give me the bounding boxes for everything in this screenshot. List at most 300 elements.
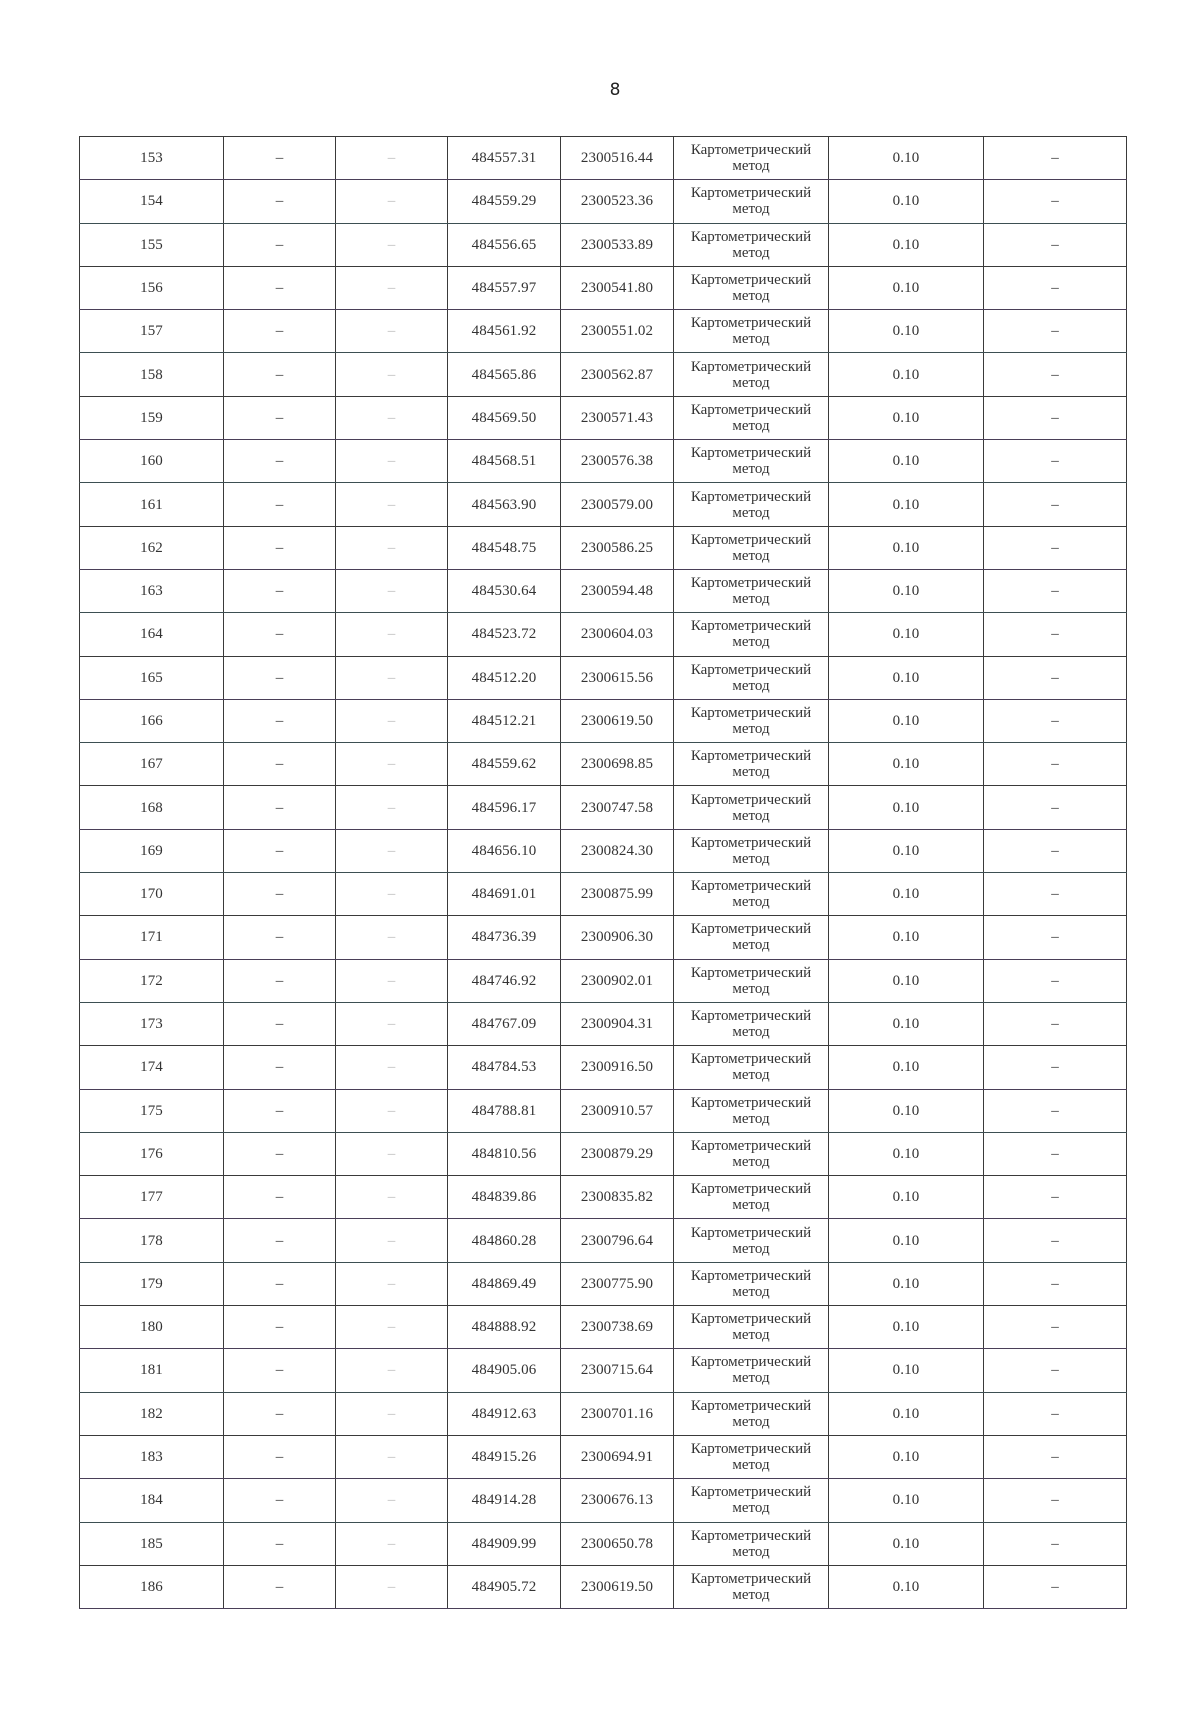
point-number-cell: 164: [80, 613, 224, 656]
x-coordinate-cell: 484512.21: [448, 699, 561, 742]
y-coordinate-cell: 2300916.50: [561, 1046, 674, 1089]
x-coordinate-cell: 484905.72: [448, 1565, 561, 1608]
point-number-cell: 170: [80, 873, 224, 916]
method-cell: Картометрический метод: [674, 266, 829, 309]
dash-cell: –: [224, 223, 336, 266]
x-coordinate-cell: 484559.29: [448, 180, 561, 223]
accuracy-cell: 0.10: [829, 786, 984, 829]
point-number-cell: 156: [80, 266, 224, 309]
table-row: [80, 1046, 1127, 1089]
accuracy-cell: 0.10: [829, 1262, 984, 1305]
dash-cell: –: [984, 310, 1127, 353]
dash-cell: –: [336, 526, 448, 569]
method-cell: Картометрический метод: [674, 1435, 829, 1478]
accuracy-cell: 0.10: [829, 959, 984, 1002]
accuracy-cell: 0.10: [829, 1479, 984, 1522]
table-row: [80, 396, 1127, 439]
point-number-cell: 184: [80, 1479, 224, 1522]
method-cell: Картометрический метод: [674, 699, 829, 742]
dash-cell: –: [336, 1089, 448, 1132]
dash-cell: –: [224, 959, 336, 1002]
point-number-cell: 167: [80, 743, 224, 786]
method-cell: Картометрический метод: [674, 743, 829, 786]
dash-cell: –: [224, 613, 336, 656]
method-cell: Картометрический метод: [674, 137, 829, 180]
dash-cell: –: [984, 959, 1127, 1002]
x-coordinate-cell: 484905.06: [448, 1349, 561, 1392]
dash-cell: –: [224, 743, 336, 786]
dash-cell: –: [336, 1565, 448, 1608]
accuracy-cell: 0.10: [829, 1306, 984, 1349]
point-number-cell: 176: [80, 1132, 224, 1175]
dash-cell: –: [984, 1435, 1127, 1478]
dash-cell: –: [984, 699, 1127, 742]
method-cell: Картометрический метод: [674, 959, 829, 1002]
accuracy-cell: 0.10: [829, 310, 984, 353]
table-row: [80, 1132, 1127, 1175]
point-number-cell: 165: [80, 656, 224, 699]
accuracy-cell: 0.10: [829, 699, 984, 742]
y-coordinate-cell: 2300715.64: [561, 1349, 674, 1392]
table-row: [80, 137, 1127, 180]
dash-cell: –: [336, 1522, 448, 1565]
dash-cell: –: [224, 440, 336, 483]
table-row: [80, 569, 1127, 612]
method-cell: Картометрический метод: [674, 1262, 829, 1305]
point-number-cell: 153: [80, 137, 224, 180]
dash-cell: –: [336, 1306, 448, 1349]
x-coordinate-cell: 484561.92: [448, 310, 561, 353]
table-row: [80, 1306, 1127, 1349]
dash-cell: –: [224, 916, 336, 959]
dash-cell: –: [336, 786, 448, 829]
table-row: [80, 483, 1127, 526]
table-row: [80, 829, 1127, 872]
point-number-cell: 159: [80, 396, 224, 439]
dash-cell: –: [984, 656, 1127, 699]
dash-cell: –: [984, 613, 1127, 656]
y-coordinate-cell: 2300619.50: [561, 699, 674, 742]
y-coordinate-cell: 2300615.56: [561, 656, 674, 699]
y-coordinate-cell: 2300879.29: [561, 1132, 674, 1175]
y-coordinate-cell: 2300775.90: [561, 1262, 674, 1305]
y-coordinate-cell: 2300571.43: [561, 396, 674, 439]
point-number-cell: 161: [80, 483, 224, 526]
dash-cell: –: [984, 180, 1127, 223]
table-row: [80, 1392, 1127, 1435]
table-row: [80, 959, 1127, 1002]
x-coordinate-cell: 484784.53: [448, 1046, 561, 1089]
y-coordinate-cell: 2300551.02: [561, 310, 674, 353]
dash-cell: –: [984, 786, 1127, 829]
y-coordinate-cell: 2300541.80: [561, 266, 674, 309]
dash-cell: –: [224, 1262, 336, 1305]
method-cell: Картометрический метод: [674, 656, 829, 699]
dash-cell: –: [224, 786, 336, 829]
dash-cell: –: [224, 1219, 336, 1262]
dash-cell: –: [984, 743, 1127, 786]
method-cell: Картометрический метод: [674, 873, 829, 916]
point-number-cell: 173: [80, 1002, 224, 1045]
y-coordinate-cell: 2300523.36: [561, 180, 674, 223]
accuracy-cell: 0.10: [829, 396, 984, 439]
dash-cell: –: [224, 1522, 336, 1565]
accuracy-cell: 0.10: [829, 1349, 984, 1392]
dash-cell: –: [984, 483, 1127, 526]
y-coordinate-cell: 2300562.87: [561, 353, 674, 396]
y-coordinate-cell: 2300576.38: [561, 440, 674, 483]
y-coordinate-cell: 2300824.30: [561, 829, 674, 872]
point-number-cell: 155: [80, 223, 224, 266]
table-row: [80, 1219, 1127, 1262]
y-coordinate-cell: 2300796.64: [561, 1219, 674, 1262]
x-coordinate-cell: 484869.49: [448, 1262, 561, 1305]
table-row: [80, 353, 1127, 396]
x-coordinate-cell: 484563.90: [448, 483, 561, 526]
table-row: [80, 1479, 1127, 1522]
point-number-cell: 177: [80, 1176, 224, 1219]
dash-cell: –: [224, 1349, 336, 1392]
dash-cell: –: [224, 1089, 336, 1132]
dash-cell: –: [984, 1002, 1127, 1045]
point-number-cell: 171: [80, 916, 224, 959]
dash-cell: –: [224, 266, 336, 309]
method-cell: Картометрический метод: [674, 1219, 829, 1262]
x-coordinate-cell: 484788.81: [448, 1089, 561, 1132]
dash-cell: –: [224, 396, 336, 439]
dash-cell: –: [224, 1435, 336, 1478]
x-coordinate-cell: 484912.63: [448, 1392, 561, 1435]
dash-cell: –: [336, 699, 448, 742]
dash-cell: –: [984, 353, 1127, 396]
accuracy-cell: 0.10: [829, 1046, 984, 1089]
accuracy-cell: 0.10: [829, 223, 984, 266]
dash-cell: –: [336, 310, 448, 353]
method-cell: Картометрический метод: [674, 613, 829, 656]
dash-cell: –: [224, 137, 336, 180]
method-cell: Картометрический метод: [674, 1565, 829, 1608]
x-coordinate-cell: 484557.31: [448, 137, 561, 180]
dash-cell: –: [336, 1479, 448, 1522]
accuracy-cell: 0.10: [829, 266, 984, 309]
x-coordinate-cell: 484557.97: [448, 266, 561, 309]
method-cell: Картометрический метод: [674, 1522, 829, 1565]
table-row: [80, 786, 1127, 829]
method-cell: Картометрический метод: [674, 1002, 829, 1045]
point-number-cell: 182: [80, 1392, 224, 1435]
x-coordinate-cell: 484691.01: [448, 873, 561, 916]
dash-cell: –: [984, 440, 1127, 483]
method-cell: Картометрический метод: [674, 1089, 829, 1132]
dash-cell: –: [984, 266, 1127, 309]
x-coordinate-cell: 484839.86: [448, 1176, 561, 1219]
x-coordinate-cell: 484736.39: [448, 916, 561, 959]
point-number-cell: 163: [80, 569, 224, 612]
x-coordinate-cell: 484810.56: [448, 1132, 561, 1175]
point-number-cell: 162: [80, 526, 224, 569]
method-cell: Картометрический метод: [674, 310, 829, 353]
method-cell: Картометрический метод: [674, 440, 829, 483]
method-cell: Картометрический метод: [674, 1349, 829, 1392]
dash-cell: –: [224, 1002, 336, 1045]
x-coordinate-cell: 484914.28: [448, 1479, 561, 1522]
method-cell: Картометрический метод: [674, 569, 829, 612]
method-cell: Картометрический метод: [674, 223, 829, 266]
y-coordinate-cell: 2300910.57: [561, 1089, 674, 1132]
y-coordinate-cell: 2300906.30: [561, 916, 674, 959]
table-row: [80, 1002, 1127, 1045]
dash-cell: –: [984, 1089, 1127, 1132]
table-row: [80, 743, 1127, 786]
y-coordinate-cell: 2300747.58: [561, 786, 674, 829]
method-cell: Картометрический метод: [674, 526, 829, 569]
dash-cell: –: [336, 569, 448, 612]
accuracy-cell: 0.10: [829, 569, 984, 612]
dash-cell: –: [224, 656, 336, 699]
table-row: [80, 1565, 1127, 1608]
x-coordinate-cell: 484909.99: [448, 1522, 561, 1565]
dash-cell: –: [984, 1349, 1127, 1392]
table-row: [80, 526, 1127, 569]
table-row: [80, 1435, 1127, 1478]
point-number-cell: 169: [80, 829, 224, 872]
point-number-cell: 168: [80, 786, 224, 829]
dash-cell: –: [336, 1176, 448, 1219]
method-cell: Картометрический метод: [674, 1392, 829, 1435]
method-cell: Картометрический метод: [674, 353, 829, 396]
dash-cell: –: [984, 1306, 1127, 1349]
y-coordinate-cell: 2300738.69: [561, 1306, 674, 1349]
y-coordinate-cell: 2300701.16: [561, 1392, 674, 1435]
dash-cell: –: [224, 310, 336, 353]
accuracy-cell: 0.10: [829, 1565, 984, 1608]
dash-cell: –: [336, 613, 448, 656]
accuracy-cell: 0.10: [829, 656, 984, 699]
y-coordinate-cell: 2300650.78: [561, 1522, 674, 1565]
dash-cell: –: [984, 873, 1127, 916]
dash-cell: –: [984, 569, 1127, 612]
x-coordinate-cell: 484596.17: [448, 786, 561, 829]
method-cell: Картометрический метод: [674, 1046, 829, 1089]
dash-cell: –: [984, 829, 1127, 872]
dash-cell: –: [984, 1479, 1127, 1522]
table-row: [80, 916, 1127, 959]
point-number-cell: 179: [80, 1262, 224, 1305]
method-cell: Картометрический метод: [674, 916, 829, 959]
dash-cell: –: [336, 180, 448, 223]
y-coordinate-cell: 2300698.85: [561, 743, 674, 786]
table-row: [80, 699, 1127, 742]
dash-cell: –: [336, 1435, 448, 1478]
dash-cell: –: [224, 353, 336, 396]
method-cell: Картометрический метод: [674, 483, 829, 526]
accuracy-cell: 0.10: [829, 613, 984, 656]
y-coordinate-cell: 2300619.50: [561, 1565, 674, 1608]
y-coordinate-cell: 2300694.91: [561, 1435, 674, 1478]
dash-cell: –: [984, 1176, 1127, 1219]
accuracy-cell: 0.10: [829, 743, 984, 786]
table-row: [80, 613, 1127, 656]
point-number-cell: 183: [80, 1435, 224, 1478]
y-coordinate-cell: 2300533.89: [561, 223, 674, 266]
y-coordinate-cell: 2300516.44: [561, 137, 674, 180]
dash-cell: –: [336, 656, 448, 699]
dash-cell: –: [224, 1132, 336, 1175]
y-coordinate-cell: 2300902.01: [561, 959, 674, 1002]
table-row: [80, 656, 1127, 699]
dash-cell: –: [336, 829, 448, 872]
method-cell: Картометрический метод: [674, 1176, 829, 1219]
dash-cell: –: [984, 1219, 1127, 1262]
y-coordinate-cell: 2300579.00: [561, 483, 674, 526]
page-number: 8: [609, 80, 621, 100]
point-number-cell: 166: [80, 699, 224, 742]
dash-cell: –: [224, 1306, 336, 1349]
x-coordinate-cell: 484523.72: [448, 613, 561, 656]
table-row: [80, 1089, 1127, 1132]
dash-cell: –: [224, 1176, 336, 1219]
dash-cell: –: [984, 526, 1127, 569]
dash-cell: –: [984, 1522, 1127, 1565]
point-number-cell: 180: [80, 1306, 224, 1349]
dash-cell: –: [336, 1392, 448, 1435]
dash-cell: –: [336, 223, 448, 266]
dash-cell: –: [336, 353, 448, 396]
y-coordinate-cell: 2300904.31: [561, 1002, 674, 1045]
dash-cell: –: [984, 1046, 1127, 1089]
accuracy-cell: 0.10: [829, 1002, 984, 1045]
point-number-cell: 181: [80, 1349, 224, 1392]
x-coordinate-cell: 484548.75: [448, 526, 561, 569]
point-number-cell: 178: [80, 1219, 224, 1262]
dash-cell: –: [984, 1262, 1127, 1305]
accuracy-cell: 0.10: [829, 873, 984, 916]
dash-cell: –: [984, 1565, 1127, 1608]
table-body: [80, 137, 1127, 1609]
dash-cell: –: [984, 137, 1127, 180]
dash-cell: –: [224, 1565, 336, 1608]
dash-cell: –: [336, 1262, 448, 1305]
dash-cell: –: [336, 396, 448, 439]
x-coordinate-cell: 484656.10: [448, 829, 561, 872]
dash-cell: –: [984, 396, 1127, 439]
method-cell: Картометрический метод: [674, 180, 829, 223]
table-row: [80, 873, 1127, 916]
table-row: [80, 266, 1127, 309]
point-number-cell: 174: [80, 1046, 224, 1089]
dash-cell: –: [336, 959, 448, 1002]
x-coordinate-cell: 484530.64: [448, 569, 561, 612]
accuracy-cell: 0.10: [829, 440, 984, 483]
point-number-cell: 160: [80, 440, 224, 483]
dash-cell: –: [984, 1132, 1127, 1175]
table-row: [80, 310, 1127, 353]
y-coordinate-cell: 2300586.25: [561, 526, 674, 569]
dash-cell: –: [336, 1349, 448, 1392]
point-number-cell: 175: [80, 1089, 224, 1132]
table-row: [80, 180, 1127, 223]
y-coordinate-cell: 2300835.82: [561, 1176, 674, 1219]
x-coordinate-cell: 484860.28: [448, 1219, 561, 1262]
point-number-cell: 186: [80, 1565, 224, 1608]
coordinates-table: [79, 136, 1127, 1609]
accuracy-cell: 0.10: [829, 1176, 984, 1219]
dash-cell: –: [224, 1392, 336, 1435]
dash-cell: –: [336, 916, 448, 959]
x-coordinate-cell: 484767.09: [448, 1002, 561, 1045]
method-cell: Картометрический метод: [674, 1306, 829, 1349]
accuracy-cell: 0.10: [829, 180, 984, 223]
y-coordinate-cell: 2300604.03: [561, 613, 674, 656]
y-coordinate-cell: 2300676.13: [561, 1479, 674, 1522]
x-coordinate-cell: 484888.92: [448, 1306, 561, 1349]
point-number-cell: 157: [80, 310, 224, 353]
accuracy-cell: 0.10: [829, 1219, 984, 1262]
y-coordinate-cell: 2300875.99: [561, 873, 674, 916]
dash-cell: –: [224, 1046, 336, 1089]
dash-cell: –: [224, 873, 336, 916]
dash-cell: –: [224, 180, 336, 223]
accuracy-cell: 0.10: [829, 1392, 984, 1435]
accuracy-cell: 0.10: [829, 137, 984, 180]
accuracy-cell: 0.10: [829, 829, 984, 872]
x-coordinate-cell: 484512.20: [448, 656, 561, 699]
x-coordinate-cell: 484556.65: [448, 223, 561, 266]
x-coordinate-cell: 484746.92: [448, 959, 561, 1002]
method-cell: Картометрический метод: [674, 1479, 829, 1522]
dash-cell: –: [336, 1046, 448, 1089]
table-row: [80, 1176, 1127, 1219]
y-coordinate-cell: 2300594.48: [561, 569, 674, 612]
point-number-cell: 172: [80, 959, 224, 1002]
dash-cell: –: [336, 743, 448, 786]
dash-cell: –: [336, 1132, 448, 1175]
dash-cell: –: [336, 137, 448, 180]
method-cell: Картометрический метод: [674, 1132, 829, 1175]
point-number-cell: 185: [80, 1522, 224, 1565]
table-row: [80, 223, 1127, 266]
dash-cell: –: [224, 483, 336, 526]
accuracy-cell: 0.10: [829, 1132, 984, 1175]
point-number-cell: 154: [80, 180, 224, 223]
x-coordinate-cell: 484559.62: [448, 743, 561, 786]
dash-cell: –: [336, 483, 448, 526]
x-coordinate-cell: 484568.51: [448, 440, 561, 483]
accuracy-cell: 0.10: [829, 353, 984, 396]
dash-cell: –: [984, 223, 1127, 266]
dash-cell: –: [984, 1392, 1127, 1435]
table-row: [80, 1522, 1127, 1565]
dash-cell: –: [336, 1219, 448, 1262]
dash-cell: –: [224, 569, 336, 612]
method-cell: Картометрический метод: [674, 829, 829, 872]
dash-cell: –: [224, 829, 336, 872]
table-row: [80, 1349, 1127, 1392]
x-coordinate-cell: 484569.50: [448, 396, 561, 439]
table-row: [80, 440, 1127, 483]
dash-cell: –: [224, 699, 336, 742]
accuracy-cell: 0.10: [829, 1522, 984, 1565]
accuracy-cell: 0.10: [829, 1089, 984, 1132]
dash-cell: –: [336, 266, 448, 309]
method-cell: Картометрический метод: [674, 396, 829, 439]
accuracy-cell: 0.10: [829, 1435, 984, 1478]
dash-cell: –: [224, 1479, 336, 1522]
accuracy-cell: 0.10: [829, 483, 984, 526]
point-number-cell: 158: [80, 353, 224, 396]
dash-cell: –: [984, 916, 1127, 959]
x-coordinate-cell: 484565.86: [448, 353, 561, 396]
